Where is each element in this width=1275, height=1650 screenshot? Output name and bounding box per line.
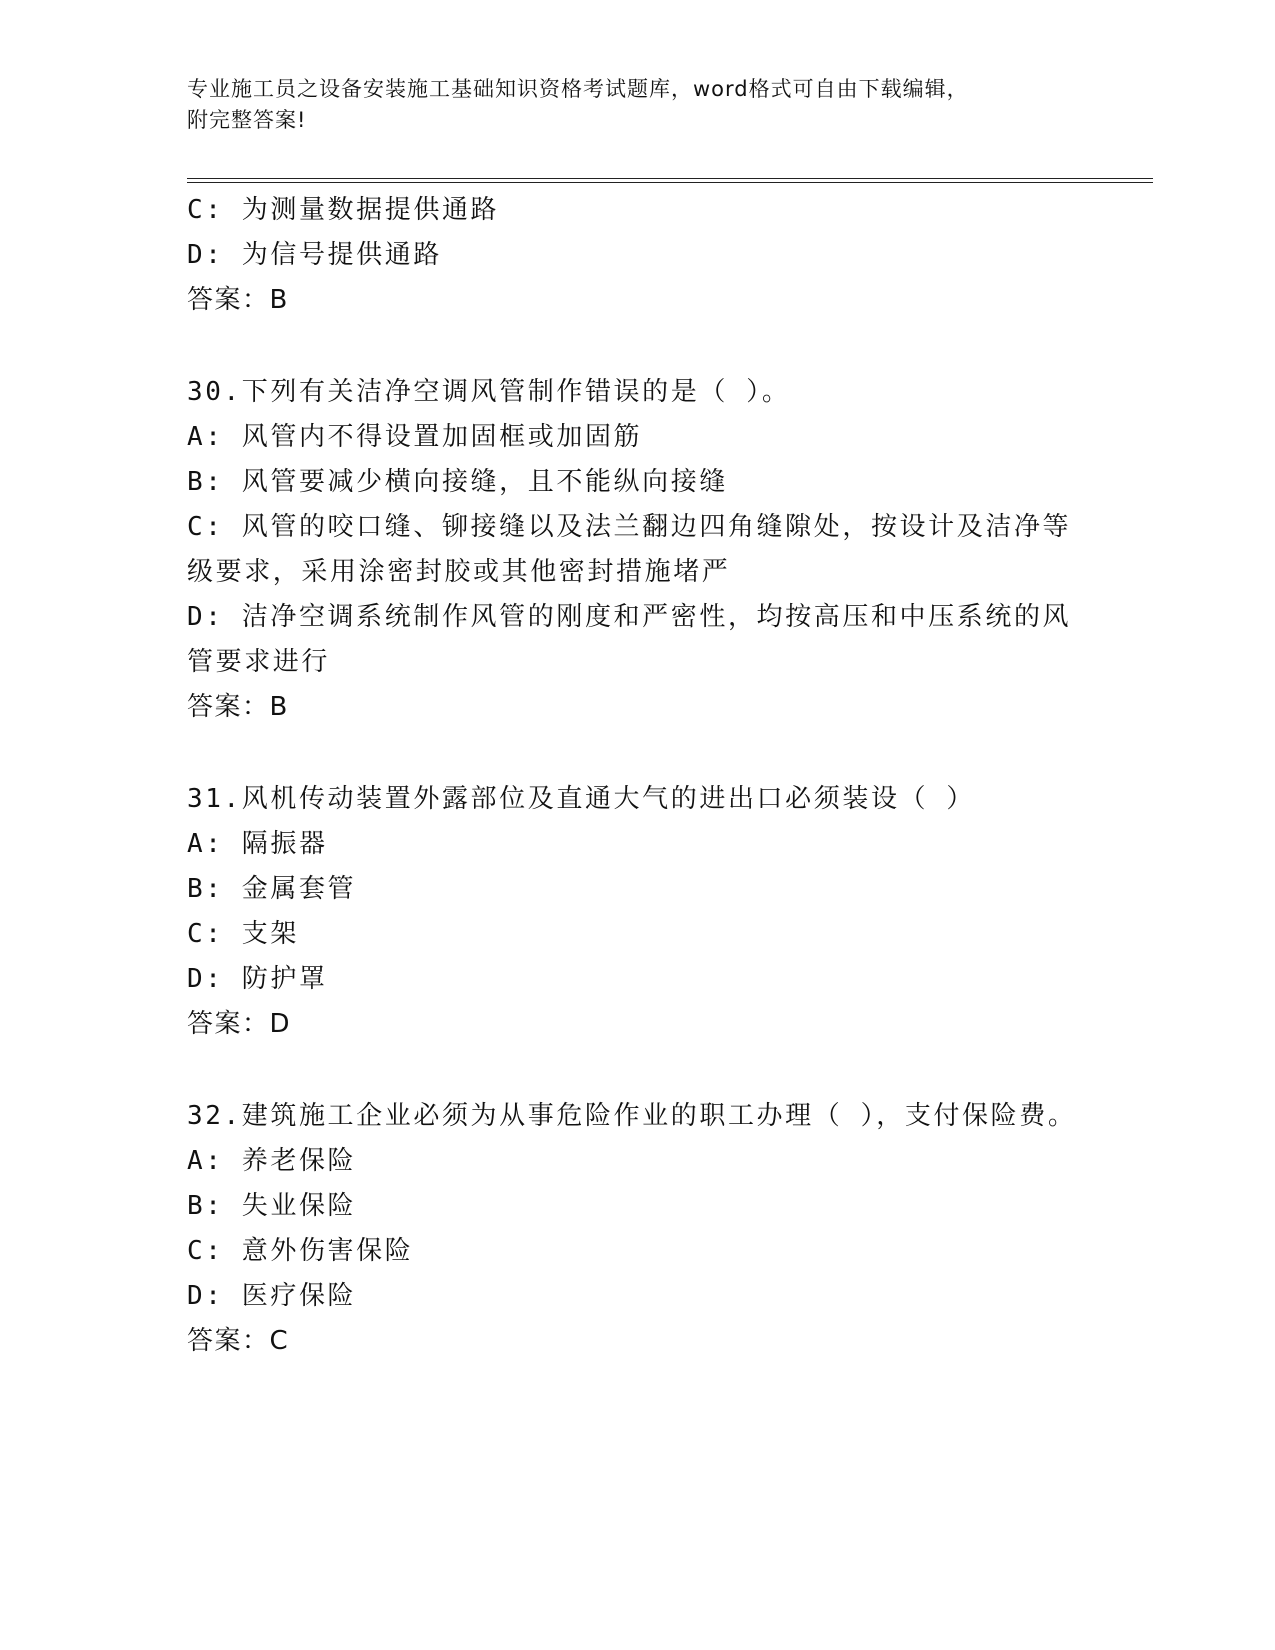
prev-question-tail: [187, 188, 1077, 323]
header-double-rule: [187, 178, 1153, 183]
option-b: B: 失业保险: [187, 1191, 357, 1221]
question-stem: 32.建筑施工企业必须为从事危险作业的职工办理（ ），支付保险费。: [187, 1101, 1077, 1131]
option-a: A: 养老保险: [187, 1146, 357, 1176]
answer-line: 答案：B: [187, 692, 289, 722]
answer-line: 答案：B: [187, 285, 289, 315]
option-b: B: 风管要减少横向接缝，且不能纵向接缝: [187, 467, 728, 497]
option-a: A: 隔振器: [187, 829, 328, 859]
option-a: A: 风管内不得设置加固框或加固筋: [187, 422, 643, 452]
spacer: [187, 730, 1077, 777]
option-c: C: 风管的咬口缝、铆接缝以及法兰翻边四角缝隙处，按设计及洁净等级要求，采用涂密封胶或其他密封措施堵严: [187, 512, 1072, 587]
header-line-2: 附完整答案!: [187, 108, 307, 132]
option-d: D: 医疗保险: [187, 1281, 357, 1311]
option-c: C: 支架: [187, 919, 299, 949]
question-31: [187, 777, 1077, 1047]
spacer: [187, 323, 1077, 370]
answer-line: 答案：C: [187, 1326, 290, 1356]
option-d: D: 为信号提供通路: [187, 240, 442, 270]
question-stem: 31.风机传动装置外露部位及直通大气的进出口必须装设（ ）: [187, 784, 976, 814]
question-stem: 30.下列有关洁净空调风管制作错误的是（ ）。: [187, 377, 791, 407]
question-30: [187, 370, 1077, 730]
question-32: [187, 1094, 1077, 1364]
option-d: D: 洁净空调系统制作风管的刚度和严密性，均按高压和中压系统的风管要求进行: [187, 602, 1072, 677]
option-d: D: 防护罩: [187, 964, 328, 994]
option-c: C: 意外伤害保险: [187, 1236, 414, 1266]
question-content: [187, 188, 1077, 1364]
spacer: [187, 1047, 1077, 1094]
answer-line: 答案：D: [187, 1009, 292, 1039]
page-header: [187, 74, 1087, 136]
option-c: C: 为测量数据提供通路: [187, 195, 500, 225]
option-b: B: 金属套管: [187, 874, 357, 904]
header-line-1: 专业施工员之设备安装施工基础知识资格考试题库，word格式可自由下载编辑，: [187, 77, 969, 101]
